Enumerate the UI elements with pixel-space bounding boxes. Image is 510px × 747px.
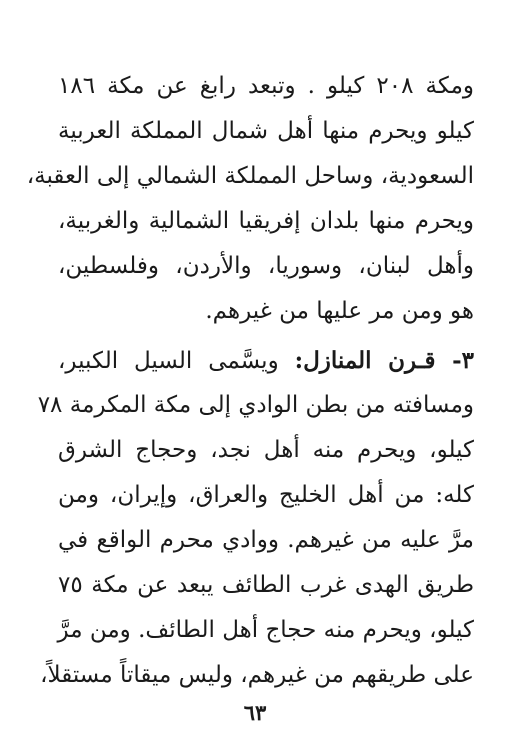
page-number: ٦٣ — [243, 700, 267, 725]
text-line: كيلو ويحرم منها أهل شمال المملكة العربية — [58, 118, 474, 144]
text-line: وأهل لبنان، وسوريا، والأردن، وفلسطين، — [58, 253, 474, 279]
text-line-with-heading — [58, 338, 474, 383]
section-heading: ٣- قـرن المنازل: — [294, 347, 474, 374]
heading-continuation: ويسَّمى السيل الكبير، — [58, 348, 279, 374]
text-line: هو ومن مر عليها من غيرهم. — [205, 298, 474, 324]
text-line: مرَّ عليه من غيرهم. ووادي محرم الواقع في — [58, 527, 474, 553]
text-line: كيلو، ويحرم منه أهل نجد، وحجاج الشرق — [58, 437, 474, 463]
text-line: ومسافته من بطن الوادي إلى مكة المكرمة ٧٨ — [37, 392, 474, 418]
text-line: ويحرم منها بلدان إفريقيا الشمالية والغربية، — [58, 208, 474, 234]
paragraph-qarn-al-manazil — [37, 338, 474, 698]
text-line: طريق الهدى غرب الطائف يبعد عن مكة ٧٥ — [58, 572, 474, 598]
text-line: السعودية، وساحل المملكة الشمالي إلى العقبة، — [26, 163, 474, 189]
paragraph-miqat-rabigh — [26, 64, 474, 334]
text-line: ومكة ٢٠٨ كيلو . وتبعد رابغ عن مكة ١٨٦ — [58, 73, 474, 99]
text-line: كيلو، ويحرم منه حجاج أهل الطائف. ومن مرَّ — [57, 617, 474, 643]
text-line: كله: من أهل الخليج والعراق، وإيران، ومن — [58, 482, 474, 508]
text-line: على طريقهم من غيرهم، وليس ميقاتاً مستقلاً، — [40, 662, 474, 688]
